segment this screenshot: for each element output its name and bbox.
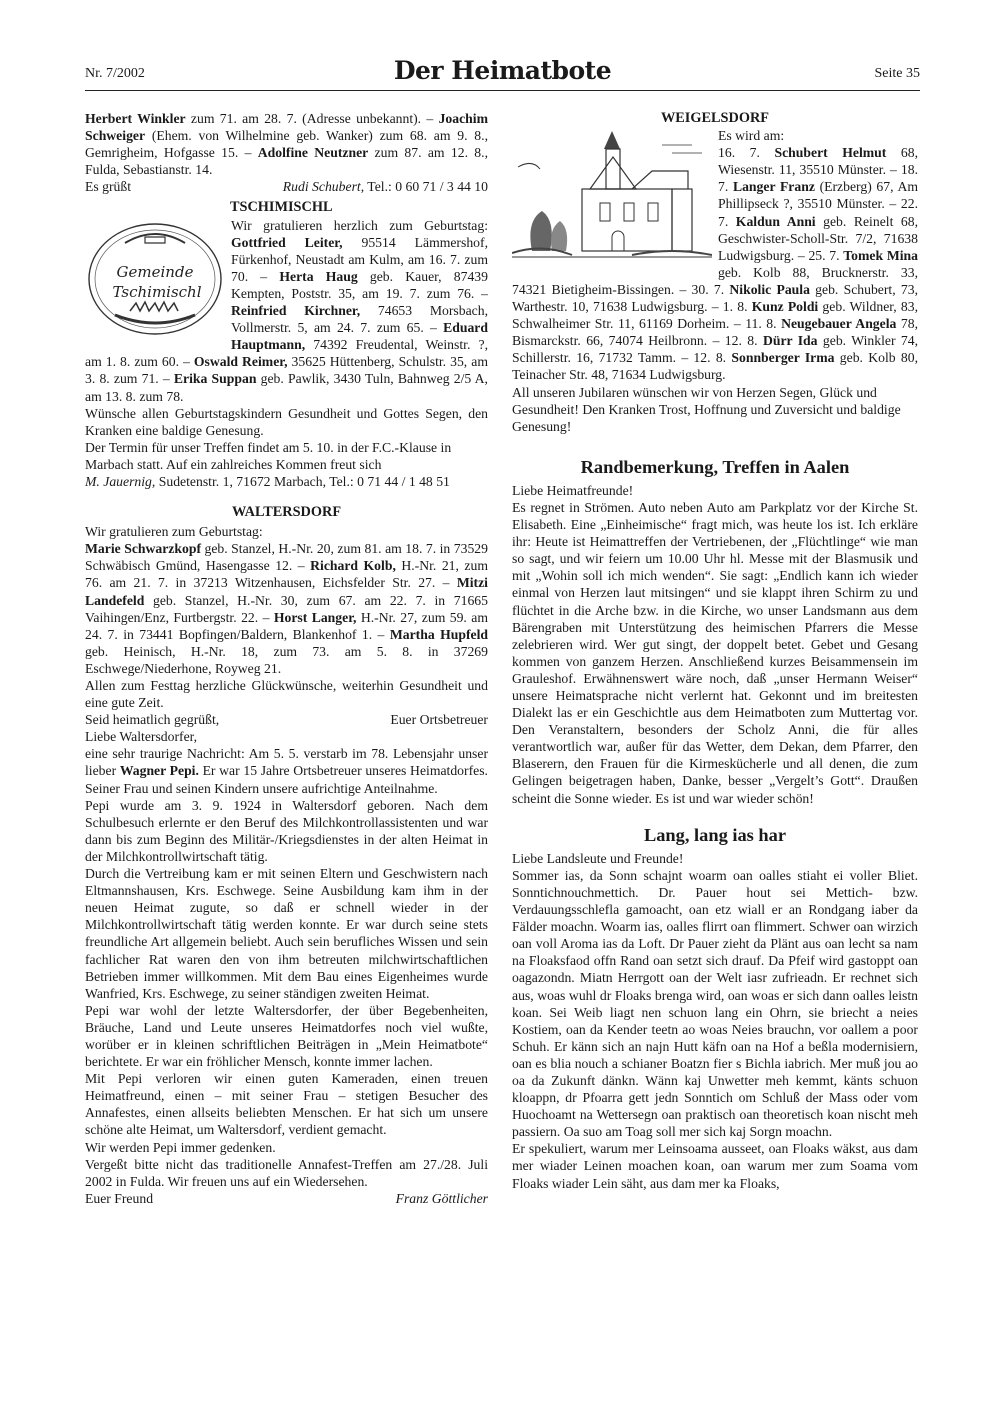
header-rule [85, 90, 920, 91]
obituary-signature: Euer Freund Franz Göttlicher [85, 1190, 488, 1206]
obituary-p6: Wir werden Pepi immer gedenken. [85, 1139, 276, 1155]
obituary-p1: eine sehr traurige Nachricht: Am 5. 5. verstarb im 78. Lebensjahr unser lieber Wagner Pepi. Er war 15 Jahre Ortsbetreuer unseres Heimatdorfes. Seiner Frau und seinen Kindern unsere aufrichtige Anteilnahme. [85, 746, 488, 796]
section-heading-lang: Lang, lang ias har [643, 824, 787, 845]
tschimischl-section [85, 199, 488, 490]
tschimischl-wishes: Wünsche allen Geburtstagskindern Gesundheit und Gottes Segen, den Kranken eine baldige Genesung. [85, 405, 488, 438]
section-heading-waltersdorf: WALTERSDORF [231, 504, 342, 521]
intro-paragraph: Herbert Winkler zum 71. am 28. 7. (Adresse unbekannt). – Joachim Schweiger (Ehem. von Wilhelmine geb. Wanker) zum 68. am 9. 8., Gemrigheim, Hofgasse 15. – Adolfine Neutzner zum 87. am 12. 8., Fulda, Sebastianstr. 14. [85, 111, 488, 178]
section-heading-randbemerkung: Randbemerkung, Treffen in Aalen [580, 456, 850, 477]
page-number: Seite 35 [874, 66, 920, 81]
church-illustration [512, 127, 712, 267]
obituary-p3: Durch die Vertreibung kam er mit seinen Eltern und Geschwistern nach Eltmannshausen, Krs. Eschwege. Seine Ausbildung kam ihm in der neuen Heimat zugute, so daß er schnell wieder in der Milchkontrollwirtschaft tätig werden konnte. Er war durch seine stets freundliche Art allgemein beliebt. Auch sein berufliches Wissen und sein fachlicher Rat waren den von ihm betreuten milchwirtschaftlichen Betrieben immer willkommen. Mit dem Bau eines Eigenheimes wurde Wanfried, Krs. Eschwege, zu seiner ständigen zweiten Heimat. [85, 866, 488, 1001]
page-header [85, 56, 920, 100]
lang-section [512, 824, 918, 1192]
masthead-title: Der Heimatbote [393, 56, 612, 85]
waltersdorf-greeting: Seid heimatlich gegrüßt, Euer Ortsbetreuer [85, 712, 488, 728]
tschimischl-birthdays: Wir gratulieren herzlich zum Geburtstag: Gottfried Leiter, 95514 Lämmershof, Fürkenhof, Neustadt am Kulm, am 16. 7. zum 70. – Herta Haug geb. Kauer, 87439 Kempten, Poststr. 35, am 19. 7. zum 76. – Reinfried Kirchner, 74653 Morsbach, Vollmerstr. 5, am 24. 7. zum 65. – Eduard Hauptmann, 74392 Freudental, Weinstr. ?, am 1. 8. zum 60. – Oswald Reimer, 35625 Hüttenberg, Schulstr. 35, am 3. 8. zum 71. – Erika Suppan geb. Pawlik, 3430 Tuln, Bahnweg 2/5 A, am 13. 8. zum 78. [85, 217, 488, 404]
waltersdorf-salutation: Liebe Waltersdorfer, [85, 729, 198, 745]
lang-salutation: Liebe Landsleute und Freunde! [512, 850, 684, 866]
intro-signature: Es grüßt Rudi Schubert, Tel.: 0 60 71 / 3 44 10 [85, 179, 488, 195]
section-heading-weigelsdorf: WEIGELSDORF [660, 110, 770, 126]
issue-number: Nr. 7/2002 [85, 66, 145, 81]
svg-text:Tschimischl: Tschimischl [112, 282, 202, 301]
obituary-p5: Mit Pepi verloren wir einen guten Kameraden, einen treuen Heimatfreund, einen – mit seiner Frau – stetigen Besucher des Annafestes, einen allseits beliebten Menschen. Er hat sich um unsere schöne alte Heimat, um Waltersdorf, verdient gemacht. [85, 1071, 488, 1138]
lang-paragraph-1: Sommer ias, da Sonn schajnt woarm oan oalles stiaht ei voller Bliet. Sonntichnouchmettich. Dr. Pauer hout sei Mettich- bzw. Verdauungsschlefla gamoacht, oan etz wiall er an Rondgang iaber da Fälder moachn. Woarm ias, oalles flirrt oan flimmert. Schwer oan wirzich oan voll Aroma ias da Loft. Dr Pauer zieht da Plänt aus oan lecht sa nam na Floaksfaod offn Rand oan setzt sich drauf. Da Pfeif wird gastoppt oan oagazondn. Miatn Herrgott oan der Welt iasr zufrieadn. Er rechnet sich aus, woas wuhl dr Floaks brenga wird, oan woas er sich dann oalles leistn koan. Sei Weib liagt nen schuon lang ein Ohrn, sie briecht a neies Kostiem, oan da Kender teetn ao woas Neies brauchn, vor oallem a poor Schuh. Er känn sich an najn Hutt käfn oan na Hof a beßla modernisiern, oan es blia nouch a schianer Boatzn fier s Bichla iabrich. Mer muß jou ao oa da Zukunft dänkn. Wänn kaj Unwetter meh kemmt, känts schuon kloappn, dr Pfoarra gett jedn Sonntich om Schluß der Mass oder vom Huochoamt na Wettersegn oan praktisch oan theoretisch koan nischt meh passiern. Oa suo am Toag soll mer sich kaj Sorgn moachn. [512, 867, 918, 1140]
weigelsdorf-wishes: All unseren Jubilaren wünschen wir von Herzen Segen, Glück und Gesundheit! Den Kranken Trost, Hoffnung und Zuversicht und baldige Genesung! [512, 384, 901, 434]
obituary-p2: Pepi wurde am 3. 9. 1924 in Waltersdorf geboren. Nach dem Schulbesuch erlernte er den Beruf des Milchkontrollassistenten und war dann bis zum Beginn des Militär-/Kriegsdienstes in der alten Heimat in der Milchkontrollwirtschaft tätig. [85, 797, 488, 864]
gemeinde-stamp [85, 219, 225, 337]
tschimischl-meeting: Der Termin für unser Treffen findet am 5. 10. in der F.C.-Klause in Marbach statt. Auf ein zahlreiches Kommen freut sich [85, 439, 452, 472]
waltersdorf-birthdays: Marie Schwarzkopf geb. Stanzel, H.-Nr. 20, zum 81. am 18. 7. in 73529 Schwäbisch Gmünd, Hasengasse 12. – Richard Kolb, H.-Nr. 21, zum 76. am 21. 7. in 37213 Witzenhausen, Eichsfelder Str. 27. – Mitzi Landefeld geb. Stanzel, H.-Nr. 30, zum 67. am 22. 7. in 71665 Vaihingen/Enz, Furtbergstr. 22. – Horst Langer, H.-Nr. 27, zum 59. am 24. 7. in 73441 Bopfingen/Baldern, Blankenhof 1. – Martha Hupfeld geb. Heinisch, H.-Nr. 18, zum 73. am 5. 8. in 37269 Eschwege/Niederhone, Royweg 21. [85, 541, 488, 676]
obituary-p4: Pepi war wohl der letzte Waltersdorfer, der über Begebenheiten, Bräuche, Land und Leute unseres Heimatdorfes noch viel wußte, worüber er in kleinen schriftlichen Beiträgen in „Mein Heimatbote“ berichtete. Er war ein fröhlicher Mensch, konnte immer lachen. [85, 1002, 488, 1070]
right-column [512, 110, 918, 1192]
randbemerkung-section [512, 456, 918, 807]
tschimischl-signature: M. Jauernig, Sudetenstr. 1, 71672 Marbach, Tel.: 0 71 44 / 1 48 51 [85, 473, 450, 489]
waltersdorf-intro: Wir gratulieren zum Geburtstag: [85, 524, 263, 540]
waltersdorf-wishes: Allen zum Festtag herzliche Glückwünsche, weiterhin Gesundheit und eine gute Zeit. [85, 678, 488, 711]
waltersdorf-section [85, 504, 488, 1207]
svg-text:Gemeinde: Gemeinde [116, 262, 194, 281]
randbemerkung-body: Es regnet in Strömen. Auto neben Auto am Parkplatz vor der Kirche St. Elisabeth. Eine „Einheimische“ fragt mich, was heute los ist. Ich erkläre ihr: Heute ist Heimattreffen der Vertriebenen, der „Flüchtlinge“ wie man so sagt, und wir feiern um 10.00 Uhr hl. Messe mit der Blasmusik und mit „Wohin soll ich mich wenden“. Sie sagt: „Endlich kann ich wieder einmal von Herzen laut mitsingen“ und sie klappt ihren Schirm zu und flüchtet in die Arche bzw. in die Kirche, wo unser Landsmann aus dem Bärengraben mit Unterstützung des heimischen Pfarrers die Messe zelebrieren wird. Wer gut singt, der doppelt betet. Gebet und Gesang kommen von ganzem Herzen. Anschließend kurzes Beisammensein im Grauleshof. Erwähnenswert wäre noch, daß „unser Hermann Weiser“ unsere Heimatsprache nicht verlernt hat. Gekonnt und im breitesten Dialekt las er ein Geschichtle aus dem Heimatboten zum Muttertag vor. Den Veranstaltern, besonders der Scholz Anni, die für alles verantwortlich war, außer für das Wetter, dem Dekan, dem Pfarrer, den Blaserern, den Frauen für die Kirmeskücherle und all denen, die zum Gelingen beigetragen haben, Danke, besser „Vergelt’s Gott“. Draußen scheint die Sonne wieder. Es ist und war wieder schön! [512, 499, 918, 806]
weigelsdorf-birthdays: Es wird am: 16. 7. Schubert Helmut 68, Wiesenstr. 11, 35510 Münster. – 18. 7. Langer Franz (Erzberg) 67, Am Phillipseck ?, 35510 Münster. – 22. 7. Kaldun Anni geb. Reinelt 68, Geschwister-Scholl-Str. 7/2, 71638 Ludwigsburg. – 25. 7. Tomek Mina geb. Kolb 88, Brucknerstr. 33, 74321 Bietigheim-Bissingen. – 30. 7. Nikolic Paula geb. Schubert, 73, Warthestr. 10, 71638 Ludwigsburg. – 1. 8. Kunz Poldi geb. Wildner, 83, Schwalheimer Str. 11, 61169 Dorheim. – 11. 8. Neugebauer Angela 78, Bismarckstr. 66, 74074 Heilbronn. – 12. 8. Dürr Ida geb. Winkler 74, Schillerstr. 16, 71732 Tamm. – 12. 8. Sonnberger Irma geb. Kolb 80, Teinacher Str. 48, 71634 Ludwigsburg. [512, 128, 919, 383]
lang-paragraph-2: Er spekuliert, warum mer Leinsoama ausseet, oan Floaks wäkst, aus dam mer wiader Leinen moachen koan, oan warum mer zum Soama vom Floaks wiader Lein säht, aus dam mer ka Floaks, [512, 1141, 918, 1191]
weigelsdorf-section [512, 110, 918, 435]
left-column [85, 110, 488, 1207]
obituary-p7: Vergeßt bitte nicht das traditionelle Annafest-Treffen am 27./28. Juli 2002 in Fulda. Wir freuen uns auf ein Wiedersehen. [85, 1156, 488, 1189]
section-heading-tschimischl: TSCHIMISCHL [230, 199, 333, 216]
randbemerkung-salutation: Liebe Heimatfreunde! [512, 482, 634, 498]
